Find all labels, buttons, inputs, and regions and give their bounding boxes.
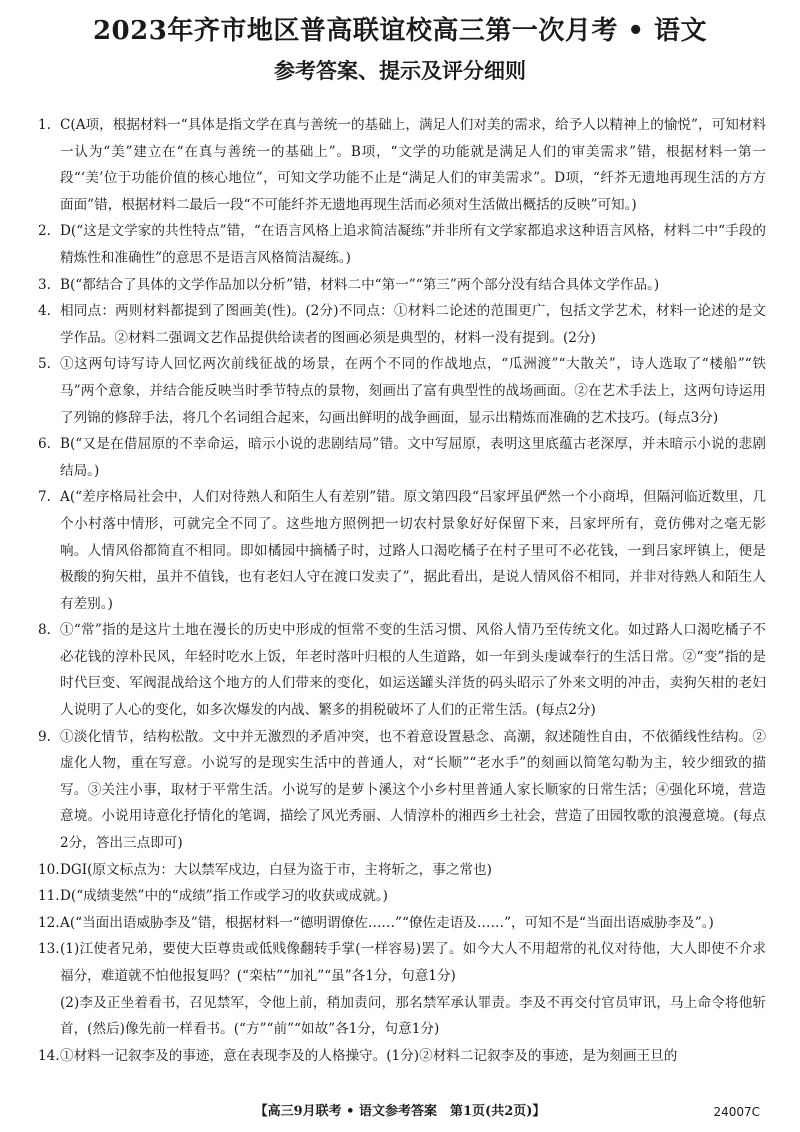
item-number: 12. bbox=[38, 914, 60, 931]
item-number: 8. bbox=[38, 622, 51, 639]
answer-item-13 bbox=[38, 936, 766, 1042]
item-number: 4. bbox=[38, 303, 51, 320]
answer-item-12 bbox=[38, 910, 766, 937]
item-number: 3. bbox=[38, 276, 51, 293]
item-text: ①“常”指的是这片土地在漫长的历史中形成的恒常不变的生活习惯、风俗人情乃至传统文化。如过路人口渴吃橘子不必花钱的淳朴民风，年轻时吃水上饭，年老时落叶归根的人生道路，如一年到头虔诚奉行的生活日常。②“变”指的是时代巨变、军阀混战给这个地方的人们带来的变化，如运送罐头洋货的码头昭示了外来文明的冲击，卖狗矢柑的老妇人说明了人心的变化，如多次爆发的内战、繁多的捐税破坏了人们的正常生活。(每点2分) bbox=[60, 622, 766, 719]
page-footer bbox=[0, 1100, 800, 1124]
item-number: 5. bbox=[38, 356, 51, 373]
answer-item-6 bbox=[38, 431, 766, 484]
answer-item-10 bbox=[38, 857, 766, 884]
answer-item-5 bbox=[38, 351, 766, 431]
item-text: A(“当面出语威胁李及”错，根据材料一“德明谓僚佐……”“僚佐走语及……”，可知不是“当面出语威胁李及”。) bbox=[60, 914, 714, 931]
item-text: D(“这是文学家的共性特点”错，“在语言风格上追求简洁凝练”并非所有文学家都追求这种语言风格，材料二中“手段的精炼性和准确性”的意思不是语言风格简洁凝练。) bbox=[60, 223, 766, 266]
answer-item-7 bbox=[38, 484, 766, 617]
item-text: 相同点：两则材料都提到了图画美(性)。(2分)不同点：①材料二论述的范围更广，包括文学艺术，材料一论述的是文学作品。②材料二强调文艺作品提供给读者的图画必须是典型的，材料一没有提到。(2分) bbox=[60, 303, 766, 346]
page-title: 2023年齐市地区普高联谊校高三第一次月考 • 语文 bbox=[92, 16, 708, 46]
item-text: ①淡化情节，结构松散。文中并无激烈的矛盾冲突，也不着意设置悬念、高潮，叙述随性自由，不依循线性结构。②虚化人物，重在写意。小说写的是现实生活中的普通人，对“长顺”“老水手”的刻画以简笔勾勒为主，较少细致的描写。③关注小事，取材于平常生活。小说写的是萝卜溪这个小乡村里普通人家长顺家的日常生活；④强化环境，营造意境。小说用诗意化抒情化的笔调，描绘了风光秀丽、人情淳朴的湘西乡土社会，营造了田园牧歌的浪漫意境。(每点2分，答出三点即可) bbox=[60, 728, 766, 852]
item-number: 2. bbox=[38, 223, 51, 240]
footer-page-info: 【高三9月联考 • 语文参考答案 第1页(共2页)】 bbox=[254, 1104, 546, 1119]
answer-item-14 bbox=[38, 1043, 766, 1070]
item-number: 14. bbox=[38, 1047, 60, 1064]
page-subtitle: 参考答案、提示及评分细则 bbox=[274, 58, 526, 83]
item-text: C(A项，根据材料一“具体是指文学在真与善统一的基础上，满足人们对美的需求，给予人以精神上的愉悦”，可知材料一认为“美”建立在“在真与善统一的基础上”。B项，“文学的功能就是满足人们的审美需求”错，根据材料一第一段“‘美’位于功能价值的核心地位”，可知文学功能不止是“满足人们的审美需求”。D项，“纤芥无遗地再现生活的方方面面”错，根据材料二最后一段“不可能纤芥无遗地再现生活而必须对生活做出概括的反映”可知。) bbox=[60, 117, 766, 213]
answer-item-2 bbox=[38, 218, 766, 271]
answer-item-9 bbox=[38, 724, 766, 857]
footer-code: 24007C bbox=[713, 1105, 760, 1119]
item-number: 9. bbox=[38, 728, 51, 745]
item-text: B(“又是在借屈原的不幸命运，暗示小说的悲剧结局”错。文中写屈原，表明这里底蕴古老深厚，并未暗示小说的悲剧结局。) bbox=[60, 436, 766, 479]
item-number: 11. bbox=[38, 888, 60, 905]
answer-item-11 bbox=[38, 883, 766, 910]
item-text: ①材料一记叙李及的事迹，意在表现李及的人格操守。(1分)②材料二记叙李及的事迹，是为刻画王旦的 bbox=[60, 1047, 678, 1064]
answer-item-4 bbox=[38, 298, 766, 351]
item-text: D(“成绩斐然”中的“成绩”指工作或学习的收获或成就。) bbox=[60, 888, 388, 905]
answer-item-3 bbox=[38, 272, 766, 299]
answer-item-8 bbox=[38, 617, 766, 723]
item-text: B(“都结合了具体的文学作品加以分析”错，材料二中“第一”“第三”两个部分没有结合具体文学作品。) bbox=[60, 276, 660, 293]
item-text: ①这两句诗写诗人回忆两次前线征战的场景，在两个不同的作战地点，“瓜洲渡”“大散关”，诗人选取了“楼船”“铁马”两个意象，并结合能反映当时季节特点的景物，刻画出了富有典型性的战场画面。②在艺术手法上，这两句诗运用了列锦的修辞手法，将几个名词组合起来，勾画出鲜明的战争画面，显示出精炼而准确的艺术技巧。(每点3分) bbox=[60, 356, 766, 426]
answer-list bbox=[38, 112, 766, 1069]
item-text: A(“差序格局社会中，人们对待熟人和陌生人有差别”错。原文第四段“吕家坪虽俨然一个小商埠，但隔河临近数里，几个小村落中情形，可就完全不同了。这些地方照例把一切农村景象好好保留下来，吕家坪所有，竟仿佛对之毫无影响。人情风俗都简直不相同。即如橘园中摘橘子时，过路人口渴吃橘子在村子里可不必花钱，一到吕家坪镇上，便是极酸的狗矢柑，虽并不值钱，也有老妇人守在渡口发卖了”，据此看出，是说人情风俗不相同，并非对待熟人和陌生人有差别。) bbox=[60, 489, 766, 612]
answer-item-1 bbox=[38, 112, 766, 218]
item-number: 7. bbox=[38, 489, 51, 506]
item-text: (1)江使者兄弟，要使大臣尊贵或低贱像翻转手掌(一样容易)罢了。如今大人不用超常的礼仪对待他，大人即使不介求福分，难道就不怕他报复吗？(“栾枯”“加礼”“虽”各1分，句意1分) bbox=[60, 941, 766, 984]
item-number: 13. bbox=[38, 941, 60, 958]
item-number: 10. bbox=[38, 861, 60, 878]
item-text: DGI(原文标点为：大以禁军戍边，白昼为盗于市，主将斩之，事之常也) bbox=[60, 861, 492, 878]
item-number: 6. bbox=[38, 436, 51, 453]
item-number: 1. bbox=[38, 117, 51, 133]
item-text-part-2: (2)李及正坐着看书，召见禁军，令他上前，稍加责问，那名禁军承认罪责。李及不再交付官员审讯，马上命令将他斩首，(然后)像先前一样看书。(“方”“前”“如故”各1分，句意1分) bbox=[60, 994, 766, 1038]
